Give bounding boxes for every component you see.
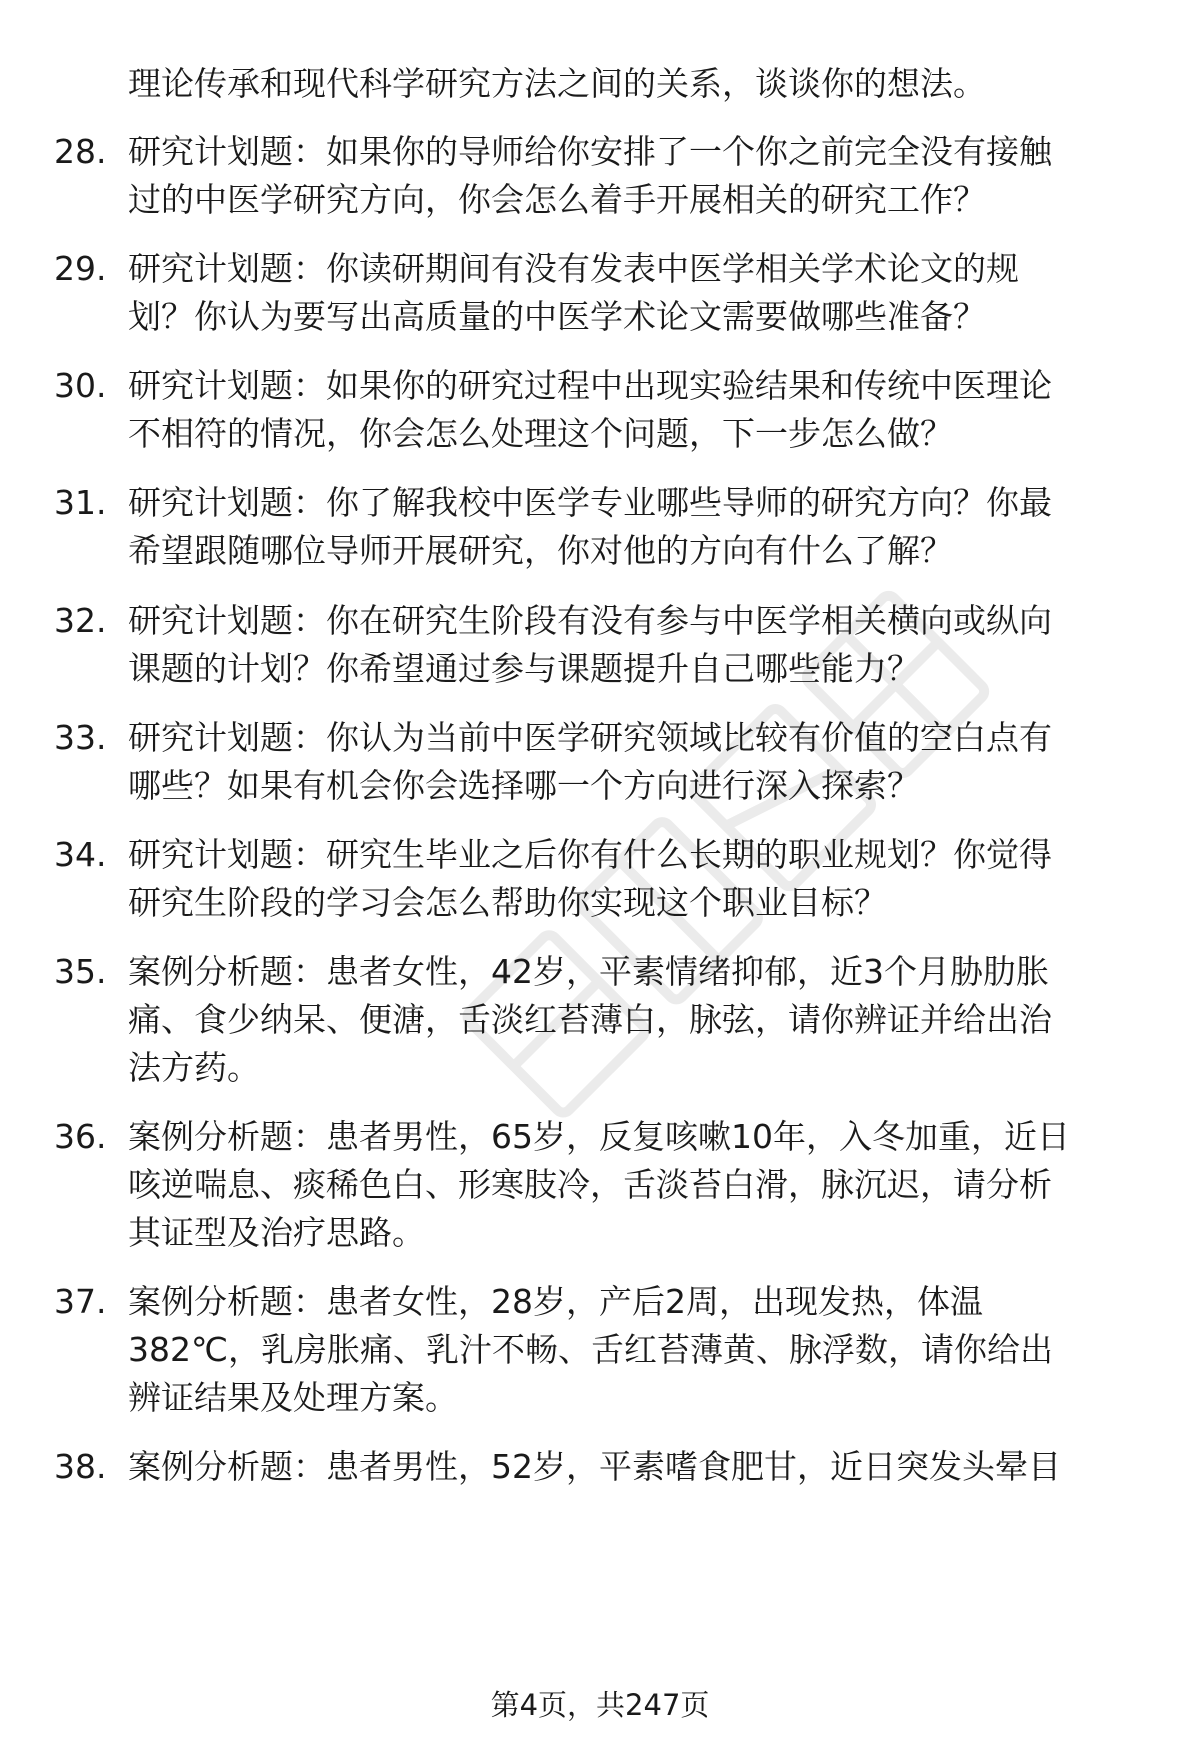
question-text: 研究计划题：研究生毕业之后你有什么长期的职业规划？你觉得 研究生阶段的学习会怎么帮助你实现这个职业目标？ xyxy=(128,835,1052,922)
question-number: 35. xyxy=(54,952,107,991)
continued-question-text: 理论传承和现代科学研究方法之间的关系，谈谈你的想法。 xyxy=(128,64,986,103)
page-number-footer: 第4页，共247页 xyxy=(490,1688,710,1722)
question-number: 31. xyxy=(54,483,107,522)
question-number: 33. xyxy=(54,718,107,757)
question-number: 37. xyxy=(54,1282,107,1321)
question-text: 研究计划题：你了解我校中医学专业哪些导师的研究方向？你最 希望跟随哪位导师开展研究，你对他的方向有什么了解？ xyxy=(128,483,1052,570)
question-number: 28. xyxy=(54,132,107,171)
question-text: 案例分析题：患者女性，42岁，平素情绪抑郁，近3个月胁肋胀 痛、食少纳呆、便溏，舌淡红苔薄白，脉弦，请你辨证并给出治 法方药。 xyxy=(128,952,1052,1087)
question-text: 研究计划题：你认为当前中医学研究领域比较有价值的空白点有 哪些？如果有机会你会选择哪一个方向进行深入探索？ xyxy=(128,718,1052,805)
question-number: 38. xyxy=(54,1447,107,1486)
question-number: 36. xyxy=(54,1117,107,1156)
question-text: 案例分析题：患者女性，28岁，产后2周，出现发热，体温 382℃，乳房胀痛、乳汁不畅、舌红苔薄黄、脉浮数，请你给出 辨证结果及处理方案。 xyxy=(128,1282,1054,1417)
question-number: 29. xyxy=(54,249,107,288)
question-text: 研究计划题：如果你的研究过程中出现实验结果和传统中医理论 不相符的情况，你会怎么处理这个问题，下一步怎么做？ xyxy=(128,366,1052,453)
question-text: 案例分析题：患者男性，65岁，反复咳嗽10年，入冬加重，近日 咳逆喘息、痰稀色白、形寒肢冷，舌淡苔白滑，脉沉迟，请分析 其证型及治疗思路。 xyxy=(128,1117,1070,1252)
question-number: 34. xyxy=(54,835,107,874)
question-text: 研究计划题：你在研究生阶段有没有参与中医学相关横向或纵向 课题的计划？你希望通过参与课题提升自己哪些能力？ xyxy=(128,601,1052,688)
question-number: 32. xyxy=(54,601,107,640)
question-text: 案例分析题：患者男性，52岁，平素嗜食肥甘，近日突发头晕目 xyxy=(128,1447,1061,1486)
question-text: 研究计划题：你读研期间有没有发表中医学相关学术论文的规 划？你认为要写出高质量的中医学术论文需要做哪些准备？ xyxy=(128,249,1019,336)
question-text: 研究计划题：如果你的导师给你安排了一个你之前完全没有接触 过的中医学研究方向，你会怎么着手开展相关的研究工作？ xyxy=(128,132,1052,219)
question-number: 30. xyxy=(54,366,107,405)
